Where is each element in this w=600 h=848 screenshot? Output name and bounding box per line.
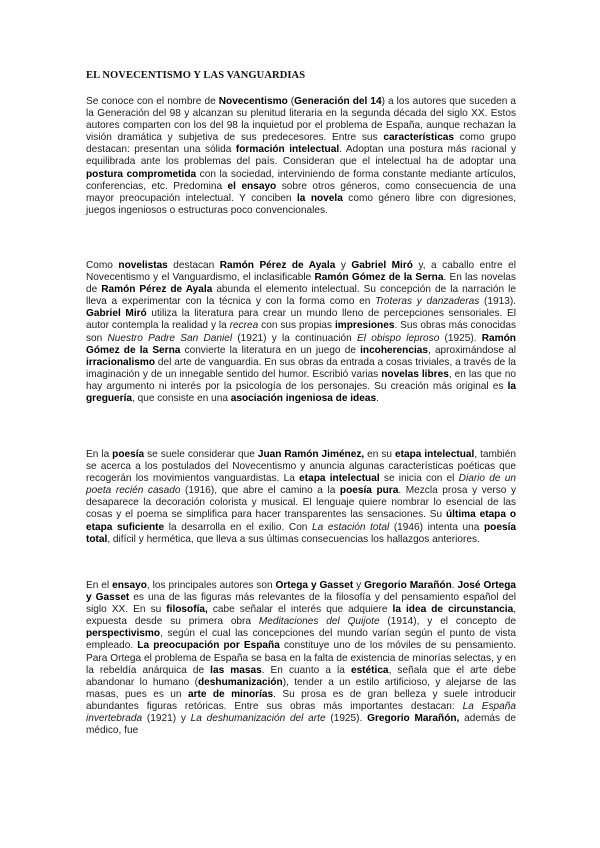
bold-term: José Ortega y Gasset [86,580,516,604]
text-run: . Mezcla prosa y verso y desaparece la decoración colorista y musical. El lenguaje quiere nombrar lo esencial de las cosas y el poema se simplifica para hacer transparentes las sensaciones. Su [86,485,516,521]
text-run: constituye uno de los móviles de su pensamiento. Para Ortega el problema de España se basa en la falta de existencia de minorías selectas, y en la rebeldía anárquica de [86,640,516,676]
bold-term: las masas [210,664,262,676]
text-run: , difícil y hermética, que lleva a sus últimas consecuencias los hallazgos anteriores. [107,533,480,545]
text-run: , expuesta desde su primera obra [86,604,516,628]
paragraph-ensayo [86,580,516,737]
text-run: destacan [167,260,220,271]
bold-term: perspectivismo [86,628,161,640]
bold-term: deshumanización [198,676,283,688]
text-run: (1914), y el concepto de [379,616,516,628]
italic-title: Nuestro Padre San Daniel [107,332,233,344]
text-run: , los principales autores son [146,580,276,591]
text-run: sobre otros géneros, como consecuencia de una mayor preocupación intelectual. Y conciben [86,180,517,204]
bold-term: Gabriel Miró [351,260,413,271]
bold-term: etapa intelectual [299,473,380,485]
bold-term: Generación del 14 [294,96,382,107]
bold-term: filosofía, [166,604,208,616]
text-run: y [353,580,365,591]
text-run: convierte la literatura en un juego de [180,344,361,356]
text-run: . En las novelas de [86,272,516,296]
bold-term: novelistas [118,260,168,271]
bold-term: Juan Ramón Jiménez, [257,449,365,460]
bold-term: Ramón Pérez de Ayala [219,260,336,271]
text-run: del arte de vanguardia. En sus obras da entrada a cosas triviales, a través de la imaginación y de un innegable sentido del humor. Escribió varias [86,356,516,380]
bold-term: formación intelectual [235,144,340,156]
bold-term: ensayo [112,580,147,591]
text-run: . Su prosa es de gran belleza y suele introducir abundantes figuras retóricas. Entre sus obras más importantes destacan: [86,688,516,712]
text-run: (1946) intenta una [389,521,485,533]
paragraph-novelistas [86,260,516,405]
bold-term: poesía total [86,521,516,545]
bold-term: Gregorio Marañón [364,580,452,591]
paragraph-poesia [86,449,516,546]
italic-title: Meditaciones del Quijote [258,616,380,628]
italic-title: La España invertebrada [86,700,516,725]
text-run: (1921) y [142,713,191,725]
text-run: En la [86,449,113,460]
italic-title: recrea [229,320,259,332]
bold-term: impresiones [334,320,395,332]
document-title: EL NOVECENTISMO Y LAS VANGUARDIAS [86,70,306,81]
bold-term: poesía pura [339,485,399,497]
paragraph-novecentismo-intro [86,96,516,217]
bold-term: etapa intelectual [395,449,475,460]
bold-term: arte de minorías [187,688,274,700]
text-run: , aproximándose al [427,344,516,356]
bold-term: incoherencias [360,344,428,356]
bold-term: asociación ingeniosa de ideas [230,393,377,405]
text-run: , que consiste en una [132,393,231,405]
text-run: Se conoce con el nombre de [86,96,219,107]
bold-term: irracionalismo [86,356,156,368]
italic-title: La deshumanización del arte [190,713,326,725]
bold-term: postura comprometida [86,168,197,180]
italic-title: El obispo leproso [357,332,440,344]
bold-term: la idea de circunstancia [392,604,514,616]
text-run: , señala que el arte debe abandonar lo humano ( [86,664,516,688]
text-run: . [376,393,379,405]
bold-term: Ramón Gómez de la Serna [314,272,444,284]
bold-term: Ortega y Gasset [275,580,354,591]
text-run: con sus propias [258,320,335,332]
bold-term: Gregorio Marañón, [367,713,460,725]
text-run: Como [86,260,119,271]
text-run: y [335,260,352,271]
text-run: . En cuanto a la [261,664,351,676]
italic-title: Troteras y danzaderas [375,296,480,308]
text-run: , según el cual las concepciones del mundo varían según el punto de vista empleado. [86,628,516,652]
bold-term: La preocupación por España [137,640,280,652]
text-run: es una de las figuras más relevantes de la filosofía y del pensamiento español del siglo XX. En su [86,592,516,616]
bold-term: Novecentismo [218,96,288,107]
text-run: en su [364,449,396,460]
bold-term: última etapa o etapa suficiente [86,509,516,533]
text-run: (1916), que abre el camino a la [180,485,340,497]
text-run: . Adoptan una postura más racional y equilibrada ante los problemas del país. Consideran que el intelectual ha de adoptar una [86,144,516,168]
text-run: con la sociedad, interviniendo de forma constante mediante artículos, conferencias, etc. Predomina [86,168,516,192]
text-run: se suele considerar que [144,449,258,460]
bold-term: Gabriel Miró [86,308,147,320]
text-run: como género libre con digresiones, juegos ingeniosos o estructuras poco convencionales. [86,192,516,216]
text-run: como grupo destacan: presentan una sólida [86,132,517,156]
text-run: (1925). [439,332,482,344]
bold-term: la greguería [86,380,516,405]
text-run: además de médico, fue [86,713,517,737]
bold-term: poesía [112,449,145,460]
text-run: la desarrolla en el exilio. Con [164,521,313,533]
text-run: abunda el elemento intelectual. Su concepción de la narración le lleva a experimentar con la técnica y con la forma como en [86,284,516,308]
text-run: , también se acerca a los postulados del Novecentismo y anuncia algunas características poéticas que recogerán los movimientos vanguardistas. La [86,449,517,485]
bold-term: características [383,132,455,144]
text-run: . [451,580,458,591]
bold-term: la novela [296,192,343,204]
text-run: (1921) y la continuación [232,332,358,344]
italic-title: La estación total [312,521,390,533]
text-run: (1925). [325,713,368,725]
text-run: ) a los autores que suceden a la Generación del 98 y alcanzan su plenitud literaria en la segunda década del siglo XX. Estos autores comparten con los del 98 la inquietud por el problema de España, aunque rechazan la visión dramática y subjetiva de sus predecesores. Entre sus [86,96,516,144]
italic-title: Diario de un poeta recién casado [86,473,516,497]
bold-term: el ensayo [227,180,277,192]
text-run: (1913). [479,296,516,308]
bold-term: Ramón Gómez de la Serna [86,332,516,356]
text-run: ( [287,96,295,107]
text-run: ), tender a un estilo artificioso, y alejarse de las masas, pues es un [86,676,516,700]
text-run: , en las que no hay argumento ni interés por la psicología de los personajes. Su creación más original es [86,368,516,392]
text-run: cabe señalar el interés que adquiere [207,604,393,616]
bold-term: Ramón Pérez de Ayala [101,284,213,296]
text-run: y, a caballo entre el Novecentismo y el Vanguardismo, el inclasificable [86,260,516,284]
bold-term: estética [350,664,389,676]
text-run: se inicia con el [379,473,459,485]
text-run: En el [86,580,113,591]
text-run: . Sus obras más conocidas son [86,320,517,344]
text-run: utiliza la literatura para crear un mundo lleno de percepciones sensoriales. El autor contempla la realidad y la [86,308,516,332]
bold-term: novelas libres [381,368,449,380]
